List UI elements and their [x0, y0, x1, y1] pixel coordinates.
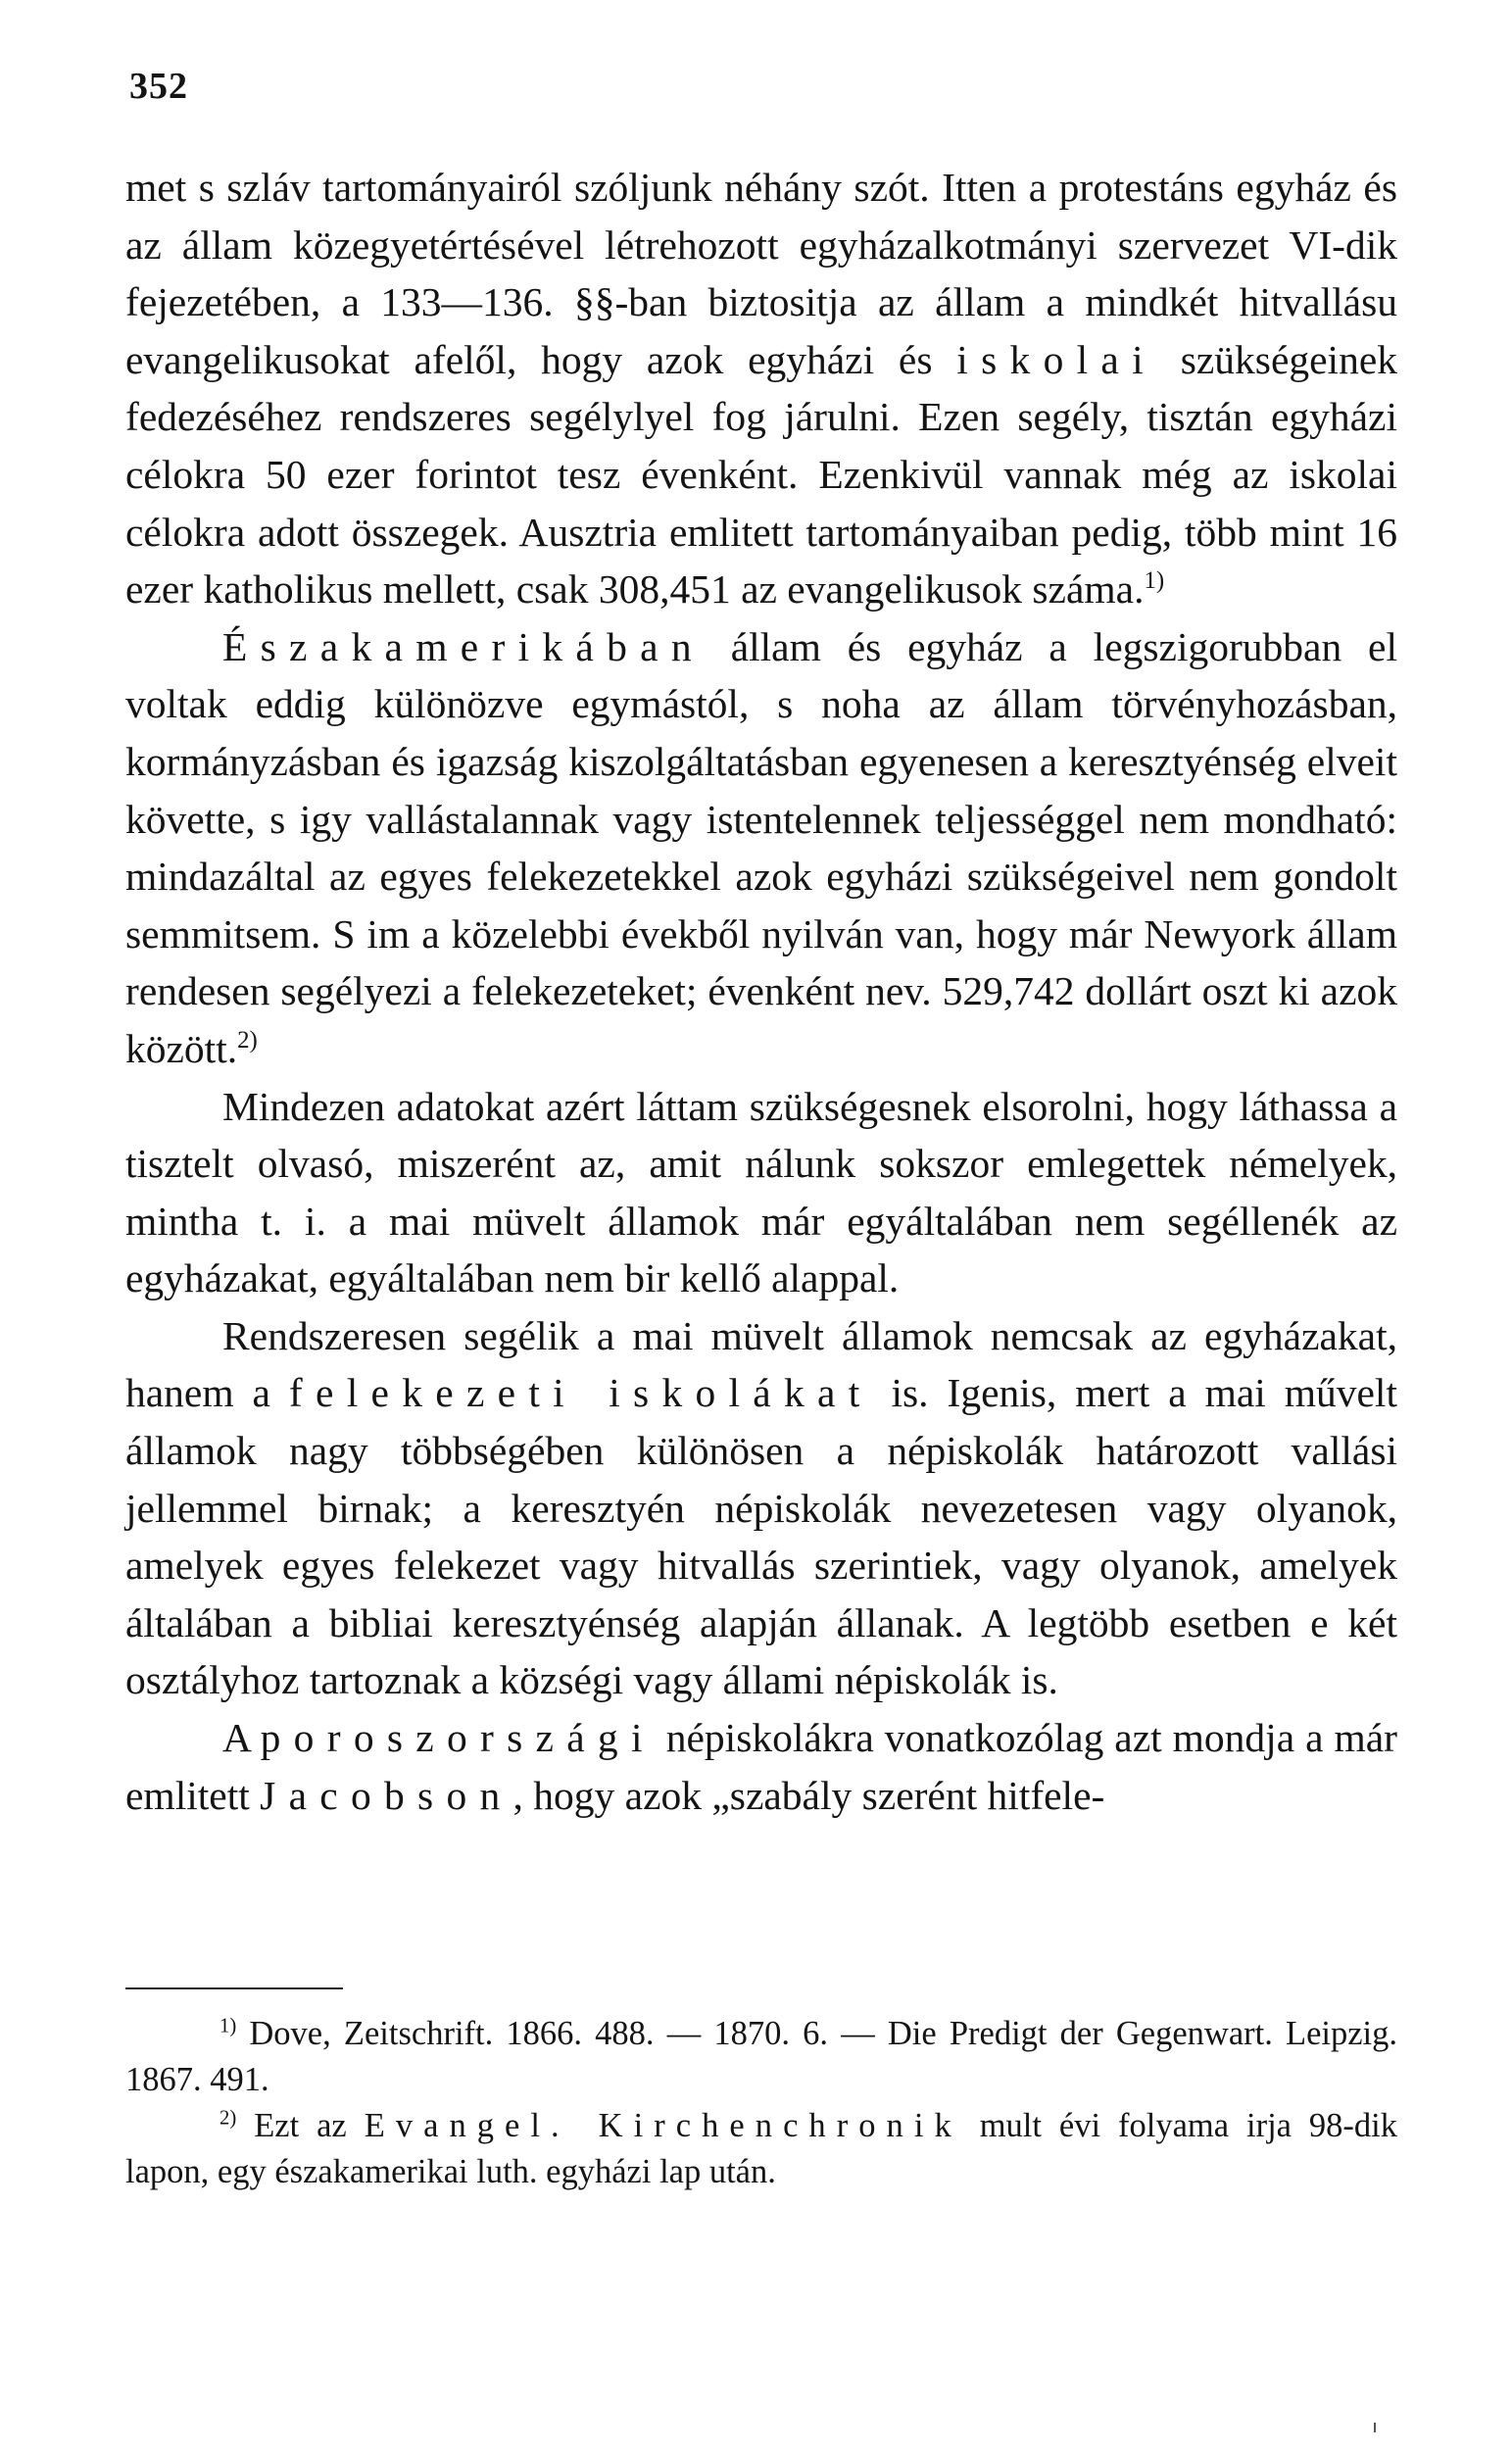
- footnote-marker: 1): [219, 2015, 237, 2037]
- spaced-emphasis: felekezeti iskolákat: [288, 1370, 873, 1416]
- text-run: Mindezen adatokat azért láttam szükségesnek elsorolni, hogy láthassa a tisztelt olvasó, miszerént az, amit nálunk sokszor emlegettek némelyek, mintha t. i. a mai müvelt államok már egyáltalában nem segéllenék az egyházakat, egyáltalában nem bir kellő alappal.: [125, 1083, 1397, 1301]
- text-run: met s szláv tartományairól szóljunk néhány szót. Itten a protestáns egyház és az állam közegyetértésével létrehozott egyházalkotmányi szervezet VI-dik fejezetében, a 133—136. §§-ban biztositja az állam a mindkét hitvallásu evangelikusokat afelől, hogy azok egyházi és: [125, 165, 1397, 382]
- text-run: népiskolákra vonatkozólag azt mondja a már emlitett: [125, 1715, 1397, 1818]
- paragraph: [125, 1709, 1397, 1824]
- footnote-separator: [125, 1987, 343, 1989]
- text-run: Rendszeresen segélik a mai müvelt államok nemcsak az egyházakat, hanem a: [125, 1312, 1397, 1416]
- text-run: is. Igenis, mert a mai művelt államok nagy többségében különösen a népiskolák határozott vallási jellemmel birnak; a keresztyén népiskolák nevezetesen vagy olyanok, amelyek egyes felekezet vagy hitvallás szerintiek, vagy olyanok, amelyek általában a bibliai keresztyénség alapján állanak. A legtöbb esetben e két osztályhoz tartoznak a községi vagy állami népiskolák is.: [125, 1370, 1397, 1703]
- footnotes: [125, 2011, 1397, 2195]
- print-mark: [1374, 2423, 1376, 2432]
- paragraph: [125, 1078, 1397, 1307]
- footnote-marker: 2): [219, 2107, 237, 2130]
- spaced-emphasis: poroszországi: [260, 1715, 656, 1761]
- text-run: , hogy azok „szabály szerént hitfele-: [512, 1772, 1105, 1818]
- paragraph: [125, 1307, 1397, 1709]
- spaced-emphasis: iskolai: [956, 336, 1156, 382]
- text-run: állam és egyház a legszigorubban el voltak eddig különözve egymástól, s noha az állam törvényhozásban, kormányzásban és igazság kiszolgáltatásban egyenesen a keresztyénség elveit követte, s igy vallástalannak vagy istentelennek teljességgel nem mondható: mindazáltal az egyes felekezetekkel azok egyházi szükségeivel nem gondolt semmitsem. S im a közelebbi évekből nyilván van, hogy már Newyork állam rendesen segélyezi a felekezeteket; évenként nev. 529,742 dollárt oszt ki azok között.: [125, 623, 1397, 1071]
- footnote: [125, 2103, 1397, 2195]
- page-number: 352: [129, 66, 188, 107]
- spaced-emphasis: Északamerikában: [222, 623, 705, 669]
- text-run: Dove, Zeitschrift. 1866. 488. — 1870. 6. — Die Predigt der Gegenwart. Leipzig. 1867. 491.: [125, 2015, 1397, 2098]
- footnote-marker: 2): [237, 1027, 258, 1054]
- paragraph: [125, 618, 1397, 1078]
- paragraph: [125, 159, 1397, 618]
- text-run: mult évi folyama irja 98-dik lapon, egy északamerikai luth. egyházi lap után.: [125, 2107, 1397, 2190]
- text-run: szükségeinek fedezéséhez rendszeres segélylyel fog járulni. Ezen segély, tisztán egyházi célokra 50 ezer forintot tesz évenként. Ezenkivül vannak még az iskolai célokra adott összegek. Ausztria emlitett tartományaiban pedig, több mint 16 ezer katholikus mellett, csak 308,451 az evangelikusok száma.: [125, 336, 1397, 613]
- body-text: [125, 159, 1397, 1824]
- footnote: [125, 2011, 1397, 2103]
- text-run: A: [222, 1715, 261, 1761]
- spaced-emphasis: Evangel. Kirchenchronik: [364, 2107, 962, 2144]
- text-run: Ezt az: [236, 2107, 365, 2144]
- spaced-emphasis: Jacobson: [260, 1772, 513, 1818]
- footnote-marker: 1): [1144, 567, 1165, 595]
